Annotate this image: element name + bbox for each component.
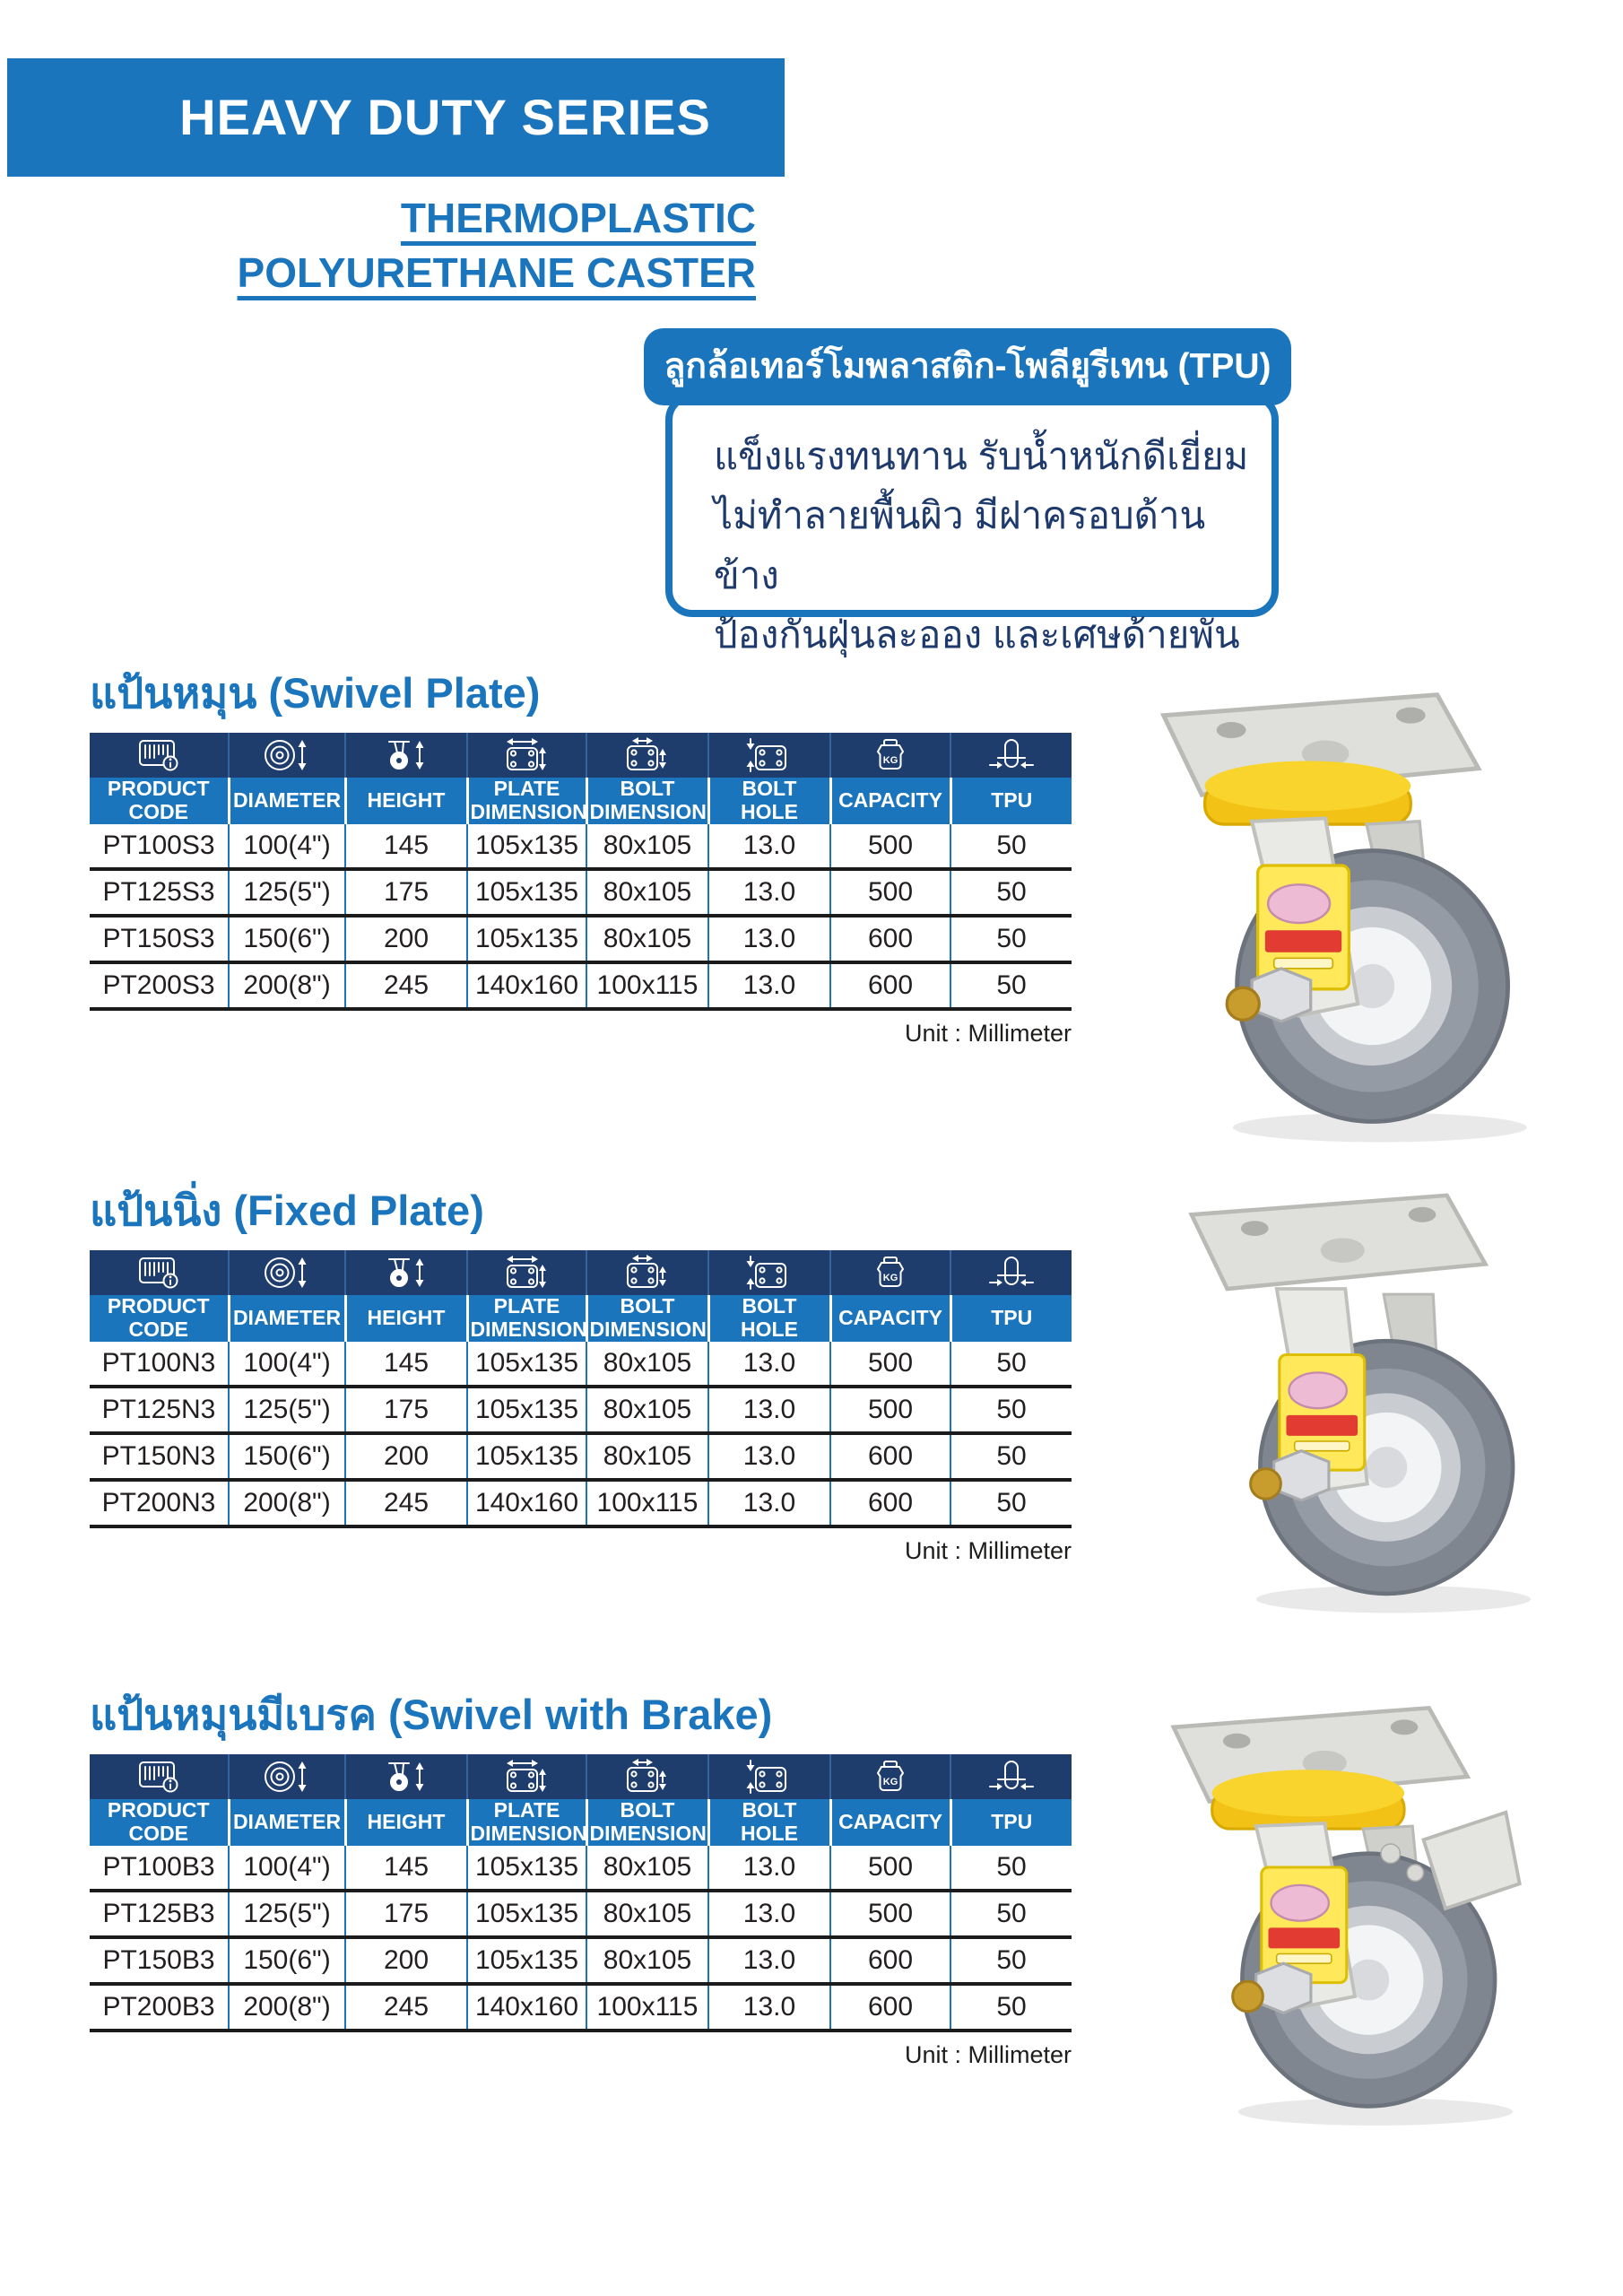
spec-cell: 245 [345,962,467,1009]
bolt-hole-icon [708,1754,830,1799]
column-header: BOLT DIMENSION [586,1295,708,1342]
spec-cell: 50 [950,1937,1072,1984]
spec-cell: 145 [345,824,467,869]
spec-cell: 145 [345,1846,467,1891]
caster-photo-swivel [1076,677,1551,1148]
spec-cell: 200 [345,916,467,962]
label-header-row [90,1799,1072,1846]
spec-cell: 50 [950,824,1072,869]
spec-cell: 500 [830,1342,950,1387]
wheel-diameter-icon [229,733,345,778]
capacity-kg-icon [830,733,950,778]
spec-cell: 100x115 [586,962,708,1009]
bolt-hole-icon [708,733,830,778]
spec-cell: PT150B3 [90,1937,229,1984]
spec-cell: 50 [950,916,1072,962]
column-header: DIAMETER [229,778,345,824]
spec-cell: 13.0 [708,916,830,962]
product-section [90,668,1072,1048]
spec-cell: 50 [950,869,1072,916]
spec-cell: PT100S3 [90,824,229,869]
column-header: CAPACITY [830,778,950,824]
unit-note: Unit : Millimeter [904,2040,1072,2068]
spec-cell: 13.0 [708,1846,830,1891]
spec-cell: 500 [830,1387,950,1433]
unit-note: Unit : Millimeter [904,1536,1072,1564]
section-title: แป้นหมุนมีเบรค (Swivel with Brake) [90,1691,773,1738]
spec-cell: 245 [345,1984,467,2031]
spec-cell: 500 [830,869,950,916]
column-header: TPU [950,778,1072,824]
column-header: BOLT HOLE [708,1295,830,1342]
spec-cell: 50 [950,1984,1072,2031]
bolt-hole-icon [708,1250,830,1295]
wheel-diameter-icon [229,1250,345,1295]
caster-photo-fixed [1112,1168,1551,1630]
column-header: BOLT HOLE [708,778,830,824]
spec-cell: PT200N3 [90,1480,229,1526]
spec-cell: 175 [345,1387,467,1433]
column-header: PRODUCT CODE [90,1799,229,1846]
tpu-badge: ลูกล้อเทอร์โมพลาสติก-โพลียูรีเทน (TPU) [644,328,1291,405]
column-header: HEIGHT [345,1799,467,1846]
tpu-width-icon [950,733,1072,778]
spec-cell: 140x160 [467,962,586,1009]
spec-cell: 100x115 [586,1984,708,2031]
spec-cell: 80x105 [586,1846,708,1891]
spec-cell: 80x105 [586,1433,708,1480]
spec-cell: PT150S3 [90,916,229,962]
bolt-dimension-icon [586,1250,708,1295]
spec-cell: PT125N3 [90,1387,229,1433]
series-title: HEAVY DUTY SERIES [179,89,711,145]
spec-cell: PT100N3 [90,1342,229,1387]
section-title: แป้นนิ่ง (Fixed Plate) [90,1187,484,1234]
spec-cell: PT125S3 [90,869,229,916]
product-section [90,1186,1072,1565]
icon-header-row [90,733,1072,778]
column-header: PLATE DIMENSION [467,1295,586,1342]
plate-dimension-icon [467,1250,586,1295]
spec-cell: 600 [830,1937,950,1984]
tpu-description-line: ไม่ทำลายพื้นผิว มีฝาครอบด้านข้าง [714,494,1206,596]
spec-cell: 125(5") [229,1891,345,1937]
spec-row [90,1342,1072,1387]
column-header: PLATE DIMENSION [467,1799,586,1846]
svg-text:KG: KG [882,1777,898,1787]
spec-cell: 600 [830,1984,950,2031]
spec-row [90,869,1072,916]
spec-cell: 600 [830,1480,950,1526]
column-header: DIAMETER [229,1295,345,1342]
caster-height-icon [345,1754,467,1799]
caster-height-icon [345,733,467,778]
column-header: CAPACITY [830,1295,950,1342]
spec-cell: 13.0 [708,824,830,869]
spec-cell: 200 [345,1433,467,1480]
label-header-row [90,1295,1072,1342]
spec-row [90,824,1072,869]
column-header: PRODUCT CODE [90,778,229,824]
barcode-info-icon [90,1250,229,1295]
spec-cell: 600 [830,962,950,1009]
product-subtitle [0,191,756,300]
spec-cell: 150(6") [229,1433,345,1480]
spec-row [90,1433,1072,1480]
spec-cell: 500 [830,1891,950,1937]
spec-cell: 200 [345,1937,467,1984]
column-header: TPU [950,1295,1072,1342]
spec-cell: 80x105 [586,869,708,916]
spec-cell: 105x135 [467,1891,586,1937]
spec-cell: 13.0 [708,962,830,1009]
spec-cell: 125(5") [229,1387,345,1433]
column-header: TPU [950,1799,1072,1846]
spec-cell: PT200S3 [90,962,229,1009]
spec-cell: 105x135 [467,1846,586,1891]
barcode-info-icon [90,1754,229,1799]
tpu-width-icon [950,1250,1072,1295]
spec-cell: 150(6") [229,1937,345,1984]
svg-text:KG: KG [882,1273,898,1283]
spec-cell: 100(4") [229,1846,345,1891]
spec-cell: 140x160 [467,1984,586,2031]
icon-header-row [90,1754,1072,1799]
spec-cell: 600 [830,1433,950,1480]
tpu-width-icon [950,1754,1072,1799]
spec-cell: 125(5") [229,869,345,916]
column-header: PRODUCT CODE [90,1295,229,1342]
column-header: DIAMETER [229,1799,345,1846]
bolt-dimension-icon [586,1754,708,1799]
column-header: HEIGHT [345,778,467,824]
spec-cell: 50 [950,1480,1072,1526]
spec-cell: PT100B3 [90,1846,229,1891]
subtitle-line-2: POLYURETHANE CASTER [237,248,756,296]
spec-cell: 100(4") [229,824,345,869]
series-banner [7,58,785,177]
capacity-kg-icon [830,1250,950,1295]
spec-cell: 245 [345,1480,467,1526]
spec-row [90,1480,1072,1526]
spec-cell: 80x105 [586,1342,708,1387]
capacity-kg-icon [830,1754,950,1799]
spec-table [90,733,1072,1011]
wheel-diameter-icon [229,1754,345,1799]
column-header: BOLT DIMENSION [586,1799,708,1846]
spec-row [90,1846,1072,1891]
spec-cell: 145 [345,1342,467,1387]
column-header: BOLT DIMENSION [586,778,708,824]
icon-header-row [90,1250,1072,1295]
spec-cell: PT200B3 [90,1984,229,2031]
spec-cell: 105x135 [467,824,586,869]
spec-cell: 50 [950,1891,1072,1937]
barcode-info-icon [90,733,229,778]
spec-cell: 80x105 [586,1387,708,1433]
spec-cell: 50 [950,1342,1072,1387]
spec-row [90,916,1072,962]
spec-cell: PT125B3 [90,1891,229,1937]
tpu-description-line: แข็งแรงทนทาน รับน้ำหนักดีเยี่ยม [714,435,1249,477]
spec-cell: 105x135 [467,916,586,962]
unit-note: Unit : Millimeter [904,1019,1072,1047]
spec-cell: 600 [830,916,950,962]
caster-height-icon [345,1250,467,1295]
plate-dimension-icon [467,733,586,778]
spec-cell: 100x115 [586,1480,708,1526]
spec-cell: 50 [950,962,1072,1009]
column-header: BOLT HOLE [708,1799,830,1846]
spec-row [90,1984,1072,2031]
spec-cell: 80x105 [586,916,708,962]
bolt-dimension-icon [586,733,708,778]
column-header: CAPACITY [830,1799,950,1846]
tpu-description-line: ป้องกันฝุ่นละออง และเศษด้ายพัน [714,613,1240,657]
spec-cell: 50 [950,1433,1072,1480]
spec-cell: 50 [950,1387,1072,1433]
spec-cell: 80x105 [586,1937,708,1984]
spec-row [90,962,1072,1009]
column-header: HEIGHT [345,1295,467,1342]
spec-cell: 13.0 [708,1342,830,1387]
spec-cell: 150(6") [229,916,345,962]
spec-cell: 13.0 [708,1891,830,1937]
spec-cell: 105x135 [467,1387,586,1433]
spec-cell: 200(8") [229,1480,345,1526]
spec-row [90,1891,1072,1937]
spec-cell: 13.0 [708,1480,830,1526]
spec-cell: 200(8") [229,962,345,1009]
spec-cell: 13.0 [708,1387,830,1433]
spec-cell: 13.0 [708,869,830,916]
spec-cell: 105x135 [467,1433,586,1480]
spec-cell: 13.0 [708,1433,830,1480]
spec-cell: 80x105 [586,1891,708,1937]
spec-cell: 100(4") [229,1342,345,1387]
spec-cell: 13.0 [708,1984,830,2031]
spec-cell: 500 [830,824,950,869]
spec-table [90,1250,1072,1528]
spec-cell: 200(8") [229,1984,345,2031]
spec-cell: 175 [345,869,467,916]
tpu-description-box [665,393,1279,657]
section-title: แป้นหมุน (Swivel Plate) [90,669,541,717]
plate-dimension-icon [467,1754,586,1799]
spec-cell: PT150N3 [90,1433,229,1480]
spec-cell: 500 [830,1846,950,1891]
spec-cell: 13.0 [708,1937,830,1984]
spec-cell: 105x135 [467,1937,586,1984]
caster-photo-brake [1081,1692,1547,2131]
subtitle-line-1: THERMOPLASTIC [400,195,756,241]
spec-cell: 105x135 [467,869,586,916]
spec-table [90,1754,1072,2032]
spec-cell: 80x105 [586,824,708,869]
spec-row [90,1387,1072,1433]
label-header-row [90,778,1072,824]
column-header: PLATE DIMENSION [467,778,586,824]
spec-cell: 175 [345,1891,467,1937]
spec-cell: 105x135 [467,1342,586,1387]
spec-row [90,1937,1072,1984]
spec-cell: 50 [950,1846,1072,1891]
product-section [90,1690,1072,2069]
spec-cell: 140x160 [467,1480,586,1526]
svg-text:KG: KG [882,755,898,766]
